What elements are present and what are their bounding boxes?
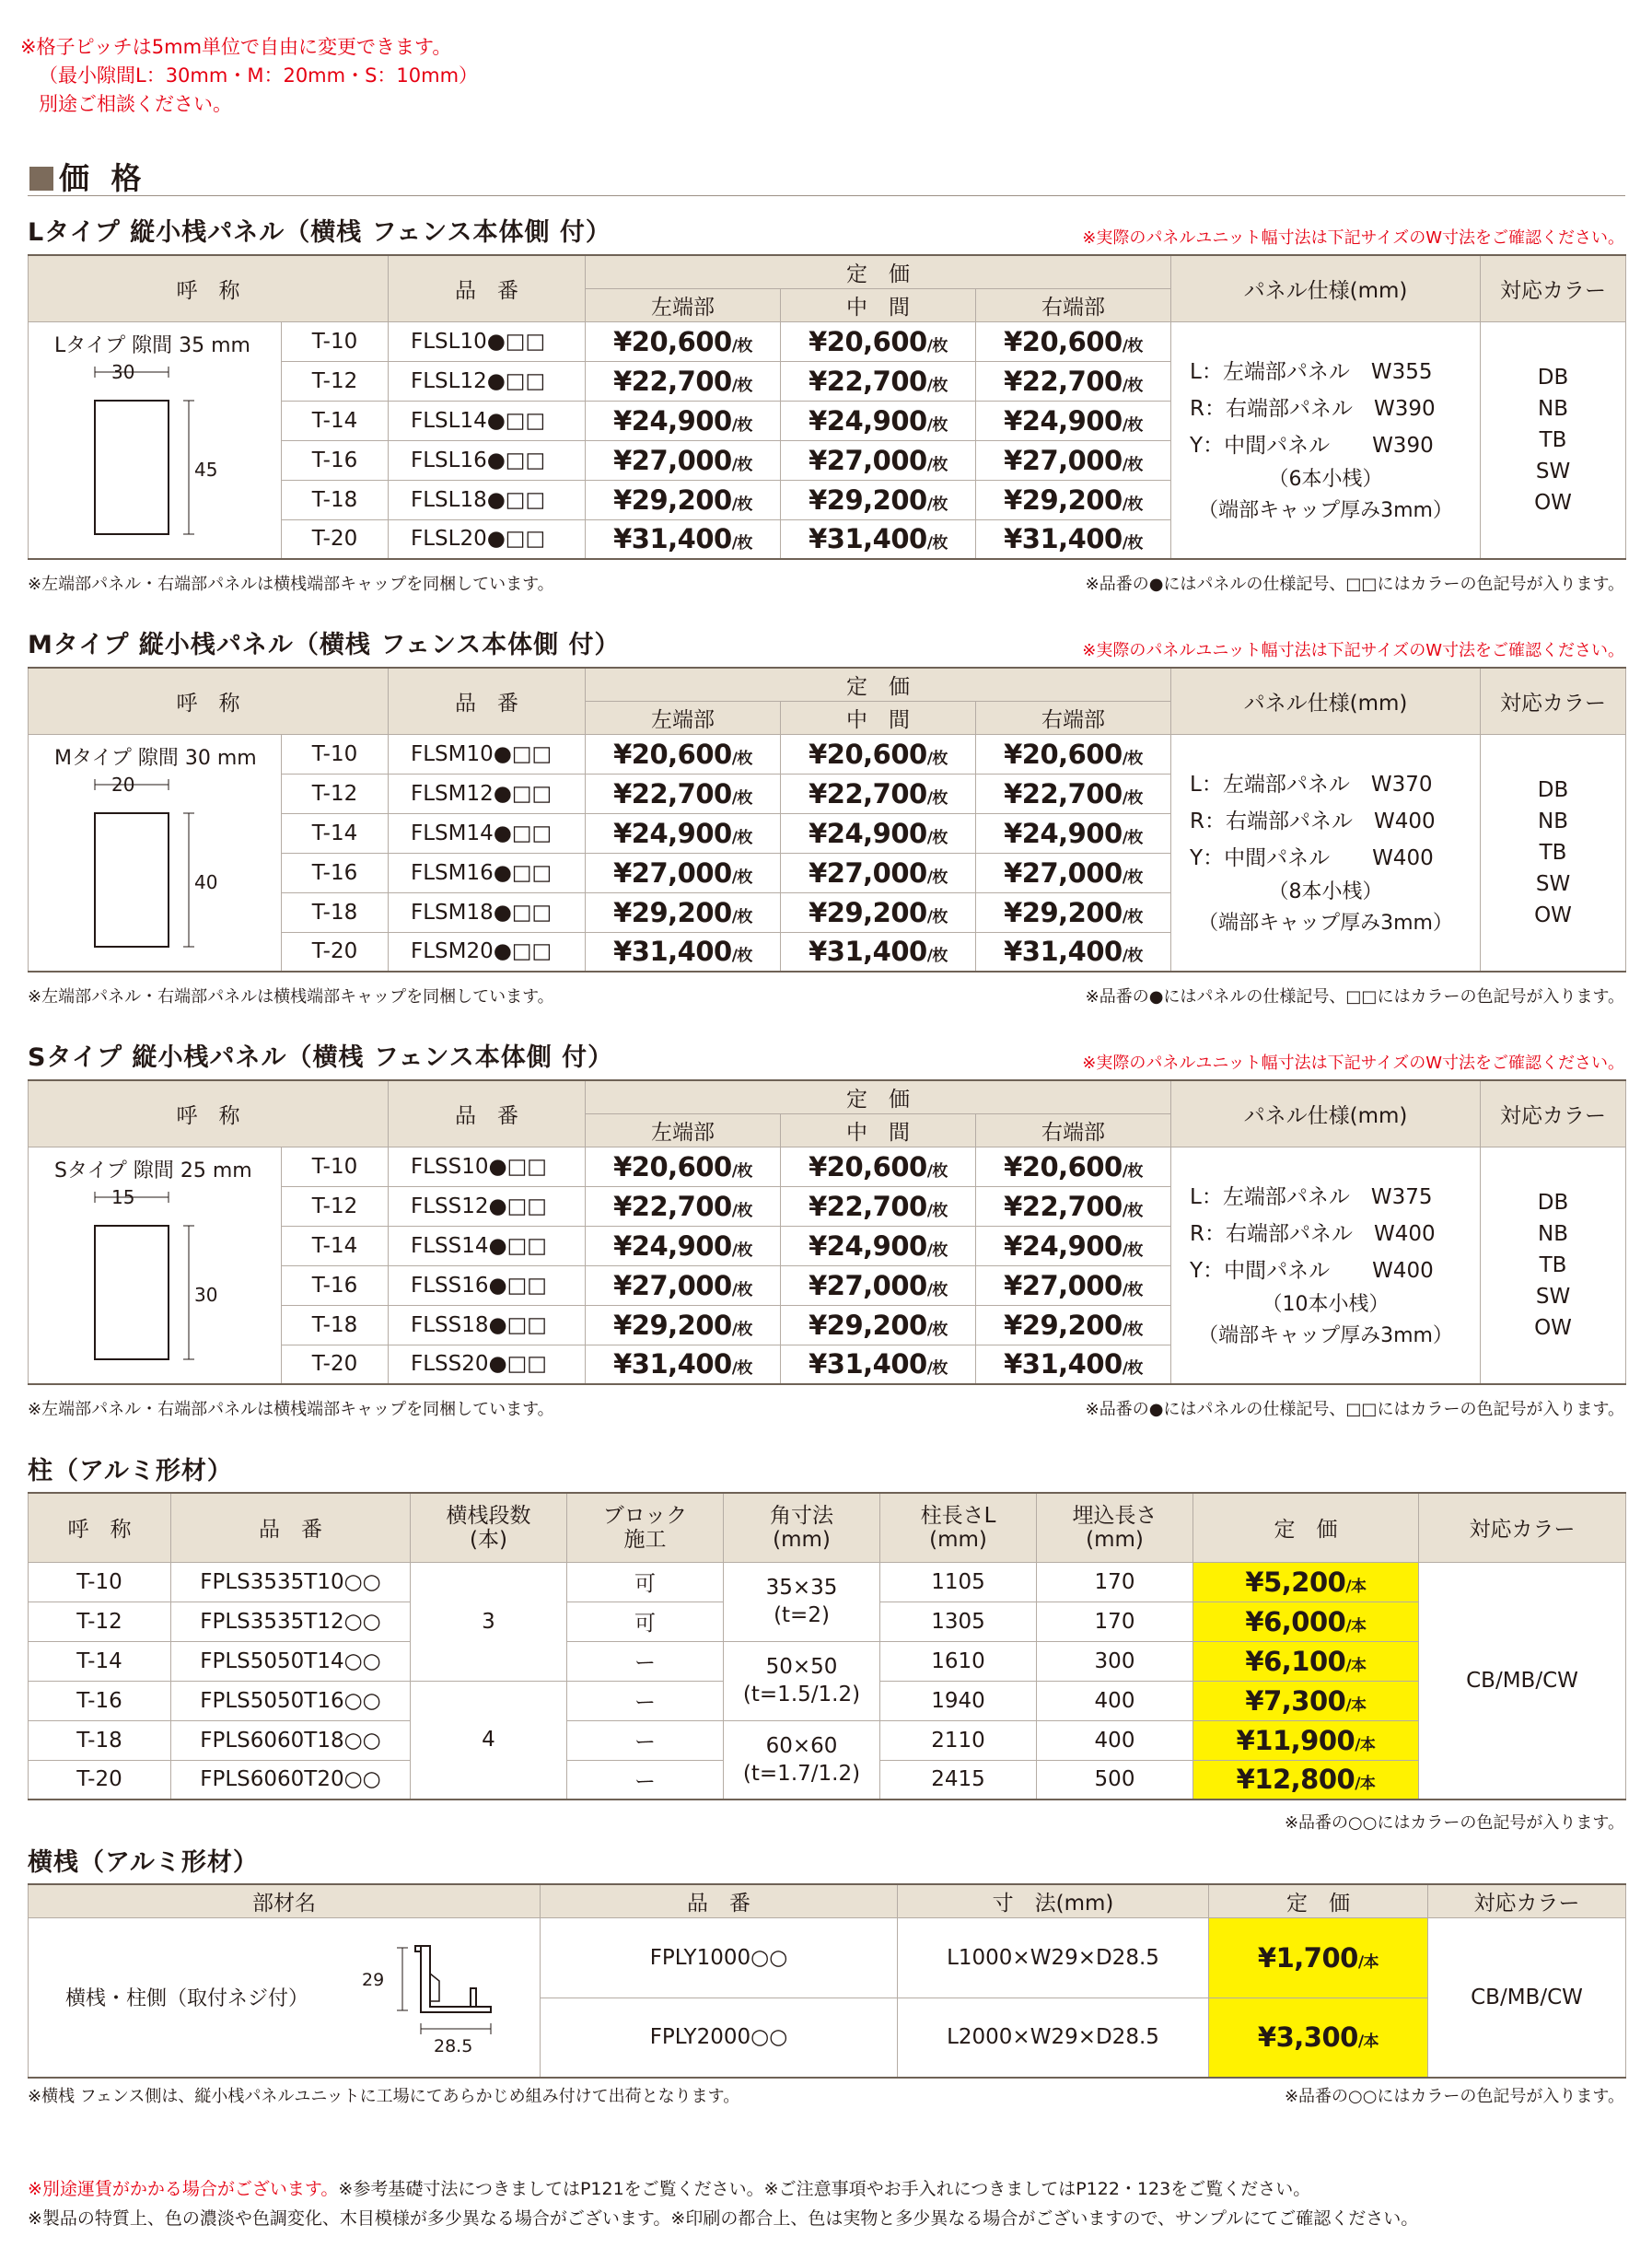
panel-price-table xyxy=(28,1079,1626,1385)
footer-line-2: ※製品の特質上、色の濃淡や色調変化、木目模様が多少異なる場合がございます。※印刷の都合上、色は実物と多少異なる場合がございますので、サンプルにてご確認ください。 xyxy=(28,2208,1419,2229)
rails-title: 横桟（アルミ形材） xyxy=(28,1848,259,1877)
footer-line-1: ※別途運賃がかかる場合がございます。※参考基礎寸法につきましてはP121をご覧ください。※ご注意事項やお手入れにつきましてはP122・123をご覧ください。 xyxy=(28,2179,1311,2199)
price-mid: ¥24,900/枚 xyxy=(781,813,976,853)
panel-note-right: ※品番の●にはパネルの仕様記号、□□にはカラーの色記号が入ります。 xyxy=(1085,1400,1624,1419)
post-steps: 3 xyxy=(411,1562,567,1681)
col-spec: パネル仕様(mm) xyxy=(1171,668,1481,734)
size-cell: T-10 xyxy=(282,1147,389,1186)
panel-note-left: ※左端部パネル・右端部パネルは横桟端部キャップを同梱しています。 xyxy=(28,1400,554,1419)
col-size: 角寸法 (mm) xyxy=(724,1493,880,1562)
part-number: FLSM14●□□ xyxy=(389,813,586,853)
table-row xyxy=(29,1147,1626,1186)
col-part: 品 番 xyxy=(389,668,586,734)
post-length: 1940 xyxy=(880,1681,1037,1720)
col-price: 定 価 xyxy=(586,1080,1171,1113)
price-mid: ¥31,400/枚 xyxy=(781,932,976,972)
price-mid: ¥31,400/枚 xyxy=(781,519,976,559)
col-part: 品 番 xyxy=(541,1884,898,1917)
col-mid: 中 間 xyxy=(781,701,976,734)
price-right: ¥22,700/枚 xyxy=(976,1186,1171,1226)
posts-note: ※品番の○○にはカラーの色記号が入ります。 xyxy=(1284,1813,1624,1833)
price-right: ¥22,700/枚 xyxy=(976,361,1171,401)
panel-note-left: ※左端部パネル・右端部パネルは横桟端部キャップを同梱しています。 xyxy=(28,575,554,594)
posts-title: 柱（アルミ形材） xyxy=(28,1457,233,1485)
size-cell: T-14 xyxy=(282,1226,389,1265)
price-right: ¥27,000/枚 xyxy=(976,853,1171,892)
panel-note-right: ※品番の●にはパネルの仕様記号、□□にはカラーの色記号が入ります。 xyxy=(1085,987,1624,1007)
col-color: 対応カラー xyxy=(1481,255,1626,321)
post-embed: 500 xyxy=(1037,1760,1193,1800)
price-mid: ¥27,000/枚 xyxy=(781,440,976,480)
price-mid: ¥27,000/枚 xyxy=(781,853,976,892)
col-price: 定 価 xyxy=(586,255,1171,288)
post-name: T-16 xyxy=(29,1681,171,1720)
top-note: ※格子ピッチは5mm単位で自由に変更できます。 （最小隙間L：30mm・M：20mm・S：10mm） 別途ご相談ください。 xyxy=(20,36,479,115)
part-number: FLSM12●□□ xyxy=(389,774,586,813)
size-cell: T-10 xyxy=(282,734,389,774)
size-cell: T-16 xyxy=(282,853,389,892)
spec-sub: （10本小桟） （端部キャップ厚み3mm） xyxy=(1198,1292,1453,1347)
spec-cell xyxy=(1171,1147,1481,1384)
post-size: 60×60 (t=1.7/1.2) xyxy=(724,1720,880,1800)
post-length: 1305 xyxy=(880,1602,1037,1641)
post-price: ¥12,800/本 xyxy=(1193,1760,1419,1800)
post-embed: 300 xyxy=(1037,1641,1193,1681)
type-label: Mタイプ 隙間 30 mm xyxy=(54,746,257,770)
dim-width: 20 xyxy=(111,773,135,796)
col-mid: 中 間 xyxy=(781,288,976,321)
post-length: 1610 xyxy=(880,1641,1037,1681)
dim-width: 15 xyxy=(111,1185,135,1208)
panel-title: Lタイプ 縦小桟パネル（横桟 フェンス本体側 付） xyxy=(28,218,611,247)
price-left: ¥20,600/枚 xyxy=(586,321,781,361)
panel-price-table xyxy=(28,254,1626,560)
post-embed: 170 xyxy=(1037,1562,1193,1602)
part-number: FLSS16●□□ xyxy=(389,1265,586,1305)
part-number: FLSS14●□□ xyxy=(389,1226,586,1265)
part-number: FLSM20●□□ xyxy=(389,932,586,972)
post-block: ー xyxy=(567,1760,724,1800)
panel-title: Mタイプ 縦小桟パネル（横桟 フェンス本体側 付） xyxy=(28,631,621,659)
price-mid: ¥22,700/枚 xyxy=(781,774,976,813)
col-spec: パネル仕様(mm) xyxy=(1171,1080,1481,1147)
post-length: 2110 xyxy=(880,1720,1037,1760)
table-row xyxy=(29,1720,1626,1760)
col-color: 対応カラー xyxy=(1428,1884,1626,1917)
post-block: 可 xyxy=(567,1602,724,1641)
panel-title: Sタイプ 縦小桟パネル（横桟 フェンス本体側 付） xyxy=(28,1043,614,1072)
post-part: FPLS3535T12○○ xyxy=(171,1602,411,1641)
size-cell: T-16 xyxy=(282,440,389,480)
col-left: 左端部 xyxy=(586,701,781,734)
size-cell: T-10 xyxy=(282,321,389,361)
rail-part: FPLY1000○○ xyxy=(541,1917,898,1998)
part-number: FLSS12●□□ xyxy=(389,1186,586,1226)
section-rule xyxy=(28,195,1625,196)
col-steps: 横桟段数 (本) xyxy=(411,1493,567,1562)
price-right: ¥27,000/枚 xyxy=(976,1265,1171,1305)
col-price: 定 価 xyxy=(1193,1493,1419,1562)
rail-name: 横桟・柱側（取付ネジ付） xyxy=(65,1986,309,2010)
size-cell: T-18 xyxy=(282,892,389,932)
post-size: 35×35 (t=2) xyxy=(724,1562,880,1641)
part-number: FLSL10●□□ xyxy=(389,321,586,361)
post-price: ¥7,300/本 xyxy=(1193,1681,1419,1720)
type-label: Lタイプ 隙間 35 mm xyxy=(54,333,250,357)
spec-text: L：左端部パネル W370 R：右端部パネル W400 Y：中間パネル W400 xyxy=(1190,772,1436,870)
color-list: DB NB TB SW OW xyxy=(1534,365,1572,515)
rail-price: ¥1,700/本 xyxy=(1209,1917,1428,1998)
spec-sub: （6本小桟） （端部キャップ厚み3mm） xyxy=(1198,467,1453,522)
col-color: 対応カラー xyxy=(1481,1080,1626,1147)
price-left: ¥22,700/枚 xyxy=(586,774,781,813)
price-right: ¥22,700/枚 xyxy=(976,774,1171,813)
panel-note-right: ※品番の●にはパネルの仕様記号、□□にはカラーの色記号が入ります。 xyxy=(1085,575,1624,594)
spec-text: L：左端部パネル W375 R：右端部パネル W400 Y：中間パネル W400 xyxy=(1190,1184,1436,1283)
col-part: 品 番 xyxy=(389,255,586,321)
part-number: FLSS18●□□ xyxy=(389,1305,586,1345)
panel-price-table xyxy=(28,667,1626,973)
price-right: ¥24,900/枚 xyxy=(976,1226,1171,1265)
type-label: Sタイプ 隙間 25 mm xyxy=(54,1159,252,1182)
price-right: ¥20,600/枚 xyxy=(976,321,1171,361)
post-price: ¥6,100/本 xyxy=(1193,1641,1419,1681)
price-right: ¥29,200/枚 xyxy=(976,480,1171,519)
dim-height: 45 xyxy=(194,458,218,481)
spec-cell xyxy=(1171,321,1481,559)
col-block: ブロック 施工 xyxy=(567,1493,724,1562)
col-name: 呼 称 xyxy=(29,668,389,734)
posts-table xyxy=(28,1492,1626,1800)
type-cell xyxy=(29,1147,282,1384)
rail-part: FPLY2000○○ xyxy=(541,1998,898,2078)
table-row xyxy=(29,734,1626,774)
col-left: 左端部 xyxy=(586,1113,781,1147)
post-block: ー xyxy=(567,1641,724,1681)
post-embed: 170 xyxy=(1037,1602,1193,1641)
profile-diagram xyxy=(75,1184,231,1369)
price-left: ¥24,900/枚 xyxy=(586,813,781,853)
post-price: ¥11,900/本 xyxy=(1193,1720,1419,1760)
price-right: ¥24,900/枚 xyxy=(976,813,1171,853)
size-cell: T-12 xyxy=(282,774,389,813)
rail-colors: CB/MB/CW xyxy=(1428,1917,1626,2078)
col-length: 柱長さL (mm) xyxy=(880,1493,1037,1562)
post-name: T-18 xyxy=(29,1720,171,1760)
price-mid: ¥29,200/枚 xyxy=(781,892,976,932)
size-cell: T-20 xyxy=(282,1345,389,1384)
rails-note-left: ※横桟 フェンス側は、縦小桟パネルユニットに工場にてあらかじめ組み付けて出荷となります。 xyxy=(28,2087,740,2106)
rails-table xyxy=(28,1883,1626,2079)
price-mid: ¥24,900/枚 xyxy=(781,401,976,440)
post-length: 2415 xyxy=(880,1760,1037,1800)
part-number: FLSL18●□□ xyxy=(389,480,586,519)
post-block: ー xyxy=(567,1720,724,1760)
table-row xyxy=(29,1641,1626,1681)
col-price: 定 価 xyxy=(1209,1884,1428,1917)
price-mid: ¥29,200/枚 xyxy=(781,480,976,519)
col-right: 右端部 xyxy=(976,1113,1171,1147)
square-icon xyxy=(29,167,53,191)
spec-text: L：左端部パネル W355 R：右端部パネル W390 Y：中間パネル W390 xyxy=(1190,359,1436,458)
part-number: FLSL20●□□ xyxy=(389,519,586,559)
part-number: FLSL12●□□ xyxy=(389,361,586,401)
color-list: DB NB TB SW OW xyxy=(1534,777,1572,927)
rail-name-cell xyxy=(29,1917,541,2078)
color-cell xyxy=(1481,321,1626,559)
size-cell: T-20 xyxy=(282,519,389,559)
post-price: ¥5,200/本 xyxy=(1193,1562,1419,1602)
size-cell: T-18 xyxy=(282,1305,389,1345)
panel-note-left: ※左端部パネル・右端部パネルは横桟端部キャップを同梱しています。 xyxy=(28,987,554,1007)
price-right: ¥31,400/枚 xyxy=(976,519,1171,559)
price-mid: ¥20,600/枚 xyxy=(781,1147,976,1186)
post-name: T-14 xyxy=(29,1641,171,1681)
col-right: 右端部 xyxy=(976,701,1171,734)
col-spec: パネル仕様(mm) xyxy=(1171,255,1481,321)
col-name: 呼 称 xyxy=(29,255,389,321)
rail-dim-w: 28.5 xyxy=(434,2035,473,2056)
price-left: ¥20,600/枚 xyxy=(586,1147,781,1186)
dim-height: 40 xyxy=(194,870,218,893)
price-left: ¥22,700/枚 xyxy=(586,1186,781,1226)
size-cell: T-12 xyxy=(282,1186,389,1226)
col-size: 寸 法(mm) xyxy=(898,1884,1209,1917)
price-mid: ¥22,700/枚 xyxy=(781,1186,976,1226)
panel-warning: ※実際のパネルユニット幅寸法は下記サイズのW寸法をご確認ください。 xyxy=(1082,641,1624,660)
panel-warning: ※実際のパネルユニット幅寸法は下記サイズのW寸法をご確認ください。 xyxy=(1082,228,1624,248)
price-left: ¥31,400/枚 xyxy=(586,932,781,972)
size-cell: T-16 xyxy=(282,1265,389,1305)
col-name: 呼 称 xyxy=(29,1080,389,1147)
rail-size: L2000×W29×D28.5 xyxy=(898,1998,1209,2078)
table-row xyxy=(29,1562,1626,1602)
col-name: 呼 称 xyxy=(29,1493,171,1562)
table-row xyxy=(29,321,1626,361)
price-right: ¥29,200/枚 xyxy=(976,892,1171,932)
price-right: ¥20,600/枚 xyxy=(976,734,1171,774)
size-cell: T-12 xyxy=(282,361,389,401)
part-number: FLSS10●□□ xyxy=(389,1147,586,1186)
price-left: ¥27,000/枚 xyxy=(586,853,781,892)
post-size: 50×50 (t=1.5/1.2) xyxy=(724,1641,880,1720)
post-length: 1105 xyxy=(880,1562,1037,1602)
profile-diagram xyxy=(75,359,231,543)
price-left: ¥24,900/枚 xyxy=(586,1226,781,1265)
col-right: 右端部 xyxy=(976,288,1171,321)
post-steps: 4 xyxy=(411,1681,567,1800)
price-mid: ¥20,600/枚 xyxy=(781,734,976,774)
col-name: 部材名 xyxy=(29,1884,541,1917)
part-number: FLSL16●□□ xyxy=(389,440,586,480)
post-price: ¥6,000/本 xyxy=(1193,1602,1419,1641)
price-mid: ¥22,700/枚 xyxy=(781,361,976,401)
post-name: T-20 xyxy=(29,1760,171,1800)
price-right: ¥20,600/枚 xyxy=(976,1147,1171,1186)
dim-height: 30 xyxy=(194,1283,218,1306)
size-cell: T-14 xyxy=(282,401,389,440)
price-left: ¥22,700/枚 xyxy=(586,361,781,401)
rail-price: ¥3,300/本 xyxy=(1209,1998,1428,2078)
price-right: ¥24,900/枚 xyxy=(976,401,1171,440)
part-number: FLSS20●□□ xyxy=(389,1345,586,1384)
col-part: 品 番 xyxy=(171,1493,411,1562)
color-list: DB NB TB SW OW xyxy=(1534,1190,1572,1340)
size-cell: T-14 xyxy=(282,813,389,853)
price-right: ¥31,400/枚 xyxy=(976,1345,1171,1384)
color-cell xyxy=(1481,734,1626,972)
dim-width: 30 xyxy=(111,360,135,383)
post-part: FPLS5050T16○○ xyxy=(171,1681,411,1720)
col-embed: 埋込長さ (mm) xyxy=(1037,1493,1193,1562)
price-mid: ¥31,400/枚 xyxy=(781,1345,976,1384)
post-block: 可 xyxy=(567,1562,724,1602)
price-left: ¥29,200/枚 xyxy=(586,1305,781,1345)
price-right: ¥27,000/枚 xyxy=(976,440,1171,480)
post-part: FPLS3535T10○○ xyxy=(171,1562,411,1602)
size-cell: T-18 xyxy=(282,480,389,519)
part-number: FLSL14●□□ xyxy=(389,401,586,440)
part-number: FLSM10●□□ xyxy=(389,734,586,774)
price-left: ¥29,200/枚 xyxy=(586,892,781,932)
price-left: ¥31,400/枚 xyxy=(586,1345,781,1384)
post-name: T-12 xyxy=(29,1602,171,1641)
panel-warning: ※実際のパネルユニット幅寸法は下記サイズのW寸法をご確認ください。 xyxy=(1082,1054,1624,1073)
price-mid: ¥29,200/枚 xyxy=(781,1305,976,1345)
price-left: ¥20,600/枚 xyxy=(586,734,781,774)
post-name: T-10 xyxy=(29,1562,171,1602)
rails-note-right: ※品番の○○にはカラーの色記号が入ります。 xyxy=(1284,2087,1624,2106)
price-left: ¥27,000/枚 xyxy=(586,440,781,480)
price-mid: ¥24,900/枚 xyxy=(781,1226,976,1265)
col-color: 対応カラー xyxy=(1419,1493,1626,1562)
col-left: 左端部 xyxy=(586,288,781,321)
post-embed: 400 xyxy=(1037,1720,1193,1760)
section-title: 価 格 xyxy=(29,155,147,198)
post-block: ー xyxy=(567,1681,724,1720)
price-left: ¥31,400/枚 xyxy=(586,519,781,559)
post-colors: CB/MB/CW xyxy=(1419,1562,1626,1800)
type-cell xyxy=(29,321,282,559)
price-left: ¥24,900/枚 xyxy=(586,401,781,440)
part-number: FLSM18●□□ xyxy=(389,892,586,932)
rail-dim-h: 29 xyxy=(362,1969,385,1990)
post-embed: 400 xyxy=(1037,1681,1193,1720)
price-left: ¥27,000/枚 xyxy=(586,1265,781,1305)
price-mid: ¥27,000/枚 xyxy=(781,1265,976,1305)
price-right: ¥31,400/枚 xyxy=(976,932,1171,972)
rail-size: L1000×W29×D28.5 xyxy=(898,1917,1209,1998)
post-part: FPLS6060T18○○ xyxy=(171,1720,411,1760)
col-price: 定 価 xyxy=(586,668,1171,701)
col-part: 品 番 xyxy=(389,1080,586,1147)
size-cell: T-20 xyxy=(282,932,389,972)
type-cell xyxy=(29,734,282,972)
price-left: ¥29,200/枚 xyxy=(586,480,781,519)
post-part: FPLS6060T20○○ xyxy=(171,1760,411,1800)
part-number: FLSM16●□□ xyxy=(389,853,586,892)
col-mid: 中 間 xyxy=(781,1113,976,1147)
col-color: 対応カラー xyxy=(1481,668,1626,734)
spec-sub: （8本小桟） （端部キャップ厚み3mm） xyxy=(1198,879,1453,935)
color-cell xyxy=(1481,1147,1626,1384)
price-mid: ¥20,600/枚 xyxy=(781,321,976,361)
post-part: FPLS5050T14○○ xyxy=(171,1641,411,1681)
price-right: ¥29,200/枚 xyxy=(976,1305,1171,1345)
spec-cell xyxy=(1171,734,1481,972)
profile-diagram xyxy=(75,772,231,956)
